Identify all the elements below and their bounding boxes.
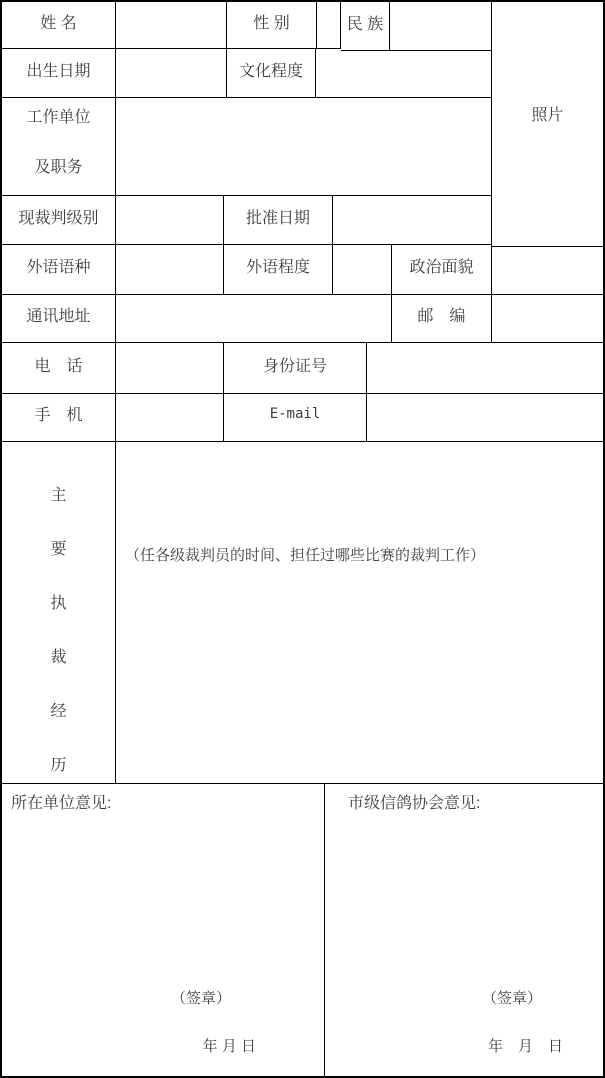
approval-date-label: 批准日期 bbox=[245, 209, 310, 227]
photo-label: 照片 bbox=[531, 107, 564, 124]
mobile-value-cell[interactable] bbox=[116, 394, 224, 442]
id-number-value-cell[interactable] bbox=[367, 343, 603, 394]
unit-opinion-title: 所在单位意见: bbox=[11, 795, 112, 812]
experience-char-5: 经 bbox=[50, 703, 67, 720]
birth-date-label: 出生日期 bbox=[26, 62, 91, 80]
association-stamp-label: （签章） bbox=[481, 990, 542, 1007]
mailing-address-label: 通讯地址 bbox=[26, 308, 91, 325]
experience-content-cell[interactable] bbox=[116, 442, 603, 784]
mobile-label: 手 机 bbox=[34, 407, 83, 424]
political-status-value-cell[interactable] bbox=[492, 247, 603, 295]
unit-opinion-cell[interactable] bbox=[2, 784, 325, 1076]
political-status-label: 政治面貌 bbox=[409, 259, 474, 276]
name-label: 姓 名 bbox=[40, 14, 77, 32]
postal-code-value-cell[interactable] bbox=[492, 295, 603, 343]
approval-date-label-cell bbox=[224, 196, 333, 245]
phone-label: 电 话 bbox=[34, 357, 83, 375]
referee-level-label-cell bbox=[2, 196, 116, 245]
referee-level-value-cell[interactable] bbox=[116, 196, 224, 245]
unit-date-label: 年 月 日 bbox=[202, 1038, 256, 1055]
foreign-language-value-cell[interactable] bbox=[116, 245, 224, 295]
language-level-label-cell bbox=[224, 245, 333, 295]
experience-label-cell bbox=[2, 442, 116, 784]
gender-label-cell bbox=[227, 2, 317, 49]
email-value-cell[interactable] bbox=[367, 394, 603, 442]
work-unit-label: 工作单位 及职务 bbox=[26, 108, 91, 176]
experience-char-1: 主 bbox=[50, 487, 67, 504]
mailing-address-label-cell bbox=[2, 295, 116, 343]
gender-label: 性 别 bbox=[253, 14, 290, 32]
name-value-cell[interactable] bbox=[116, 2, 227, 49]
work-unit-label-cell bbox=[2, 98, 116, 196]
experience-char-2: 要 bbox=[50, 541, 67, 558]
ethnicity-label-cell bbox=[341, 2, 390, 51]
postal-code-label-cell bbox=[392, 295, 492, 343]
mailing-address-value-cell[interactable] bbox=[116, 295, 392, 343]
id-number-label: 身份证号 bbox=[262, 357, 327, 375]
mobile-label-cell bbox=[2, 394, 116, 442]
language-level-label: 外语程度 bbox=[245, 259, 310, 276]
phone-value-cell[interactable] bbox=[116, 343, 224, 394]
postal-code-label: 邮 编 bbox=[417, 308, 466, 325]
foreign-language-label: 外语语种 bbox=[26, 259, 91, 276]
experience-char-3: 执 bbox=[50, 595, 67, 612]
education-label: 文化程度 bbox=[238, 62, 303, 80]
experience-char-6: 历 bbox=[50, 757, 67, 774]
email-label: E-mail bbox=[269, 405, 321, 422]
association-date-label: 年 月 日 bbox=[487, 1038, 563, 1055]
name-label-cell bbox=[2, 2, 116, 49]
birth-date-value-cell[interactable] bbox=[116, 49, 227, 98]
phone-label-cell bbox=[2, 343, 116, 394]
gender-value-cell[interactable] bbox=[317, 2, 341, 49]
education-value-cell[interactable] bbox=[316, 49, 492, 98]
association-opinion-cell[interactable] bbox=[325, 784, 603, 1076]
political-status-label-cell bbox=[392, 245, 492, 295]
ethnicity-label: 民 族 bbox=[346, 15, 384, 33]
approval-date-value-cell[interactable] bbox=[333, 196, 492, 245]
photo-cell[interactable] bbox=[492, 2, 603, 247]
foreign-language-label-cell bbox=[2, 245, 116, 295]
id-number-label-cell bbox=[224, 343, 367, 394]
ethnicity-value-cell[interactable] bbox=[390, 2, 492, 51]
language-level-value-cell[interactable] bbox=[333, 245, 392, 295]
unit-stamp-label: （签章） bbox=[170, 990, 231, 1007]
referee-level-label: 现裁判级别 bbox=[18, 209, 99, 227]
birth-date-label-cell bbox=[2, 49, 116, 98]
experience-hint-text: （任各级裁判员的时间、担任过哪些比赛的裁判工作） bbox=[125, 547, 486, 564]
education-label-cell bbox=[227, 49, 316, 98]
association-opinion-title: 市级信鸽协会意见: bbox=[348, 795, 481, 812]
work-unit-value-cell[interactable] bbox=[116, 98, 492, 196]
experience-char-4: 裁 bbox=[50, 649, 67, 666]
email-label-cell bbox=[224, 394, 367, 442]
